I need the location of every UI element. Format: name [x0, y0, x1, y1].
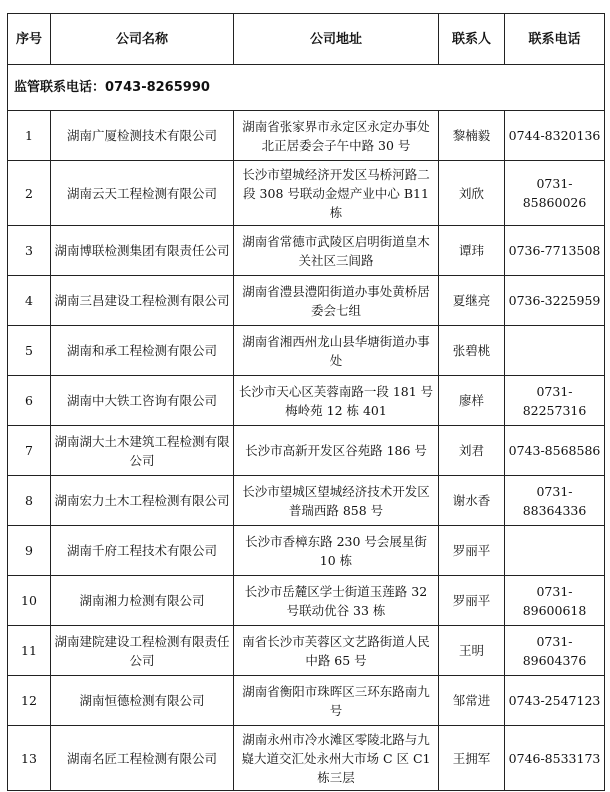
row-company: 湖南湖大土木建筑工程检测有限公司	[51, 426, 234, 476]
row-phone: 0744-8320136	[505, 111, 605, 161]
row-no: 9	[8, 526, 51, 576]
row-contact: 夏继亮	[439, 276, 505, 326]
table-row	[8, 526, 605, 576]
row-company: 湖南云天工程检测有限公司	[51, 161, 234, 226]
row-no: 4	[8, 276, 51, 326]
row-contact: 黎楠毅	[439, 111, 505, 161]
header-row	[8, 14, 605, 65]
row-address: 湖南省张家界市永定区永定办事处北正居委会子午中路 30 号	[234, 111, 439, 161]
row-no: 1	[8, 111, 51, 161]
row-address: 湖南省湘西州龙山县华塘街道办事处	[234, 326, 439, 376]
supervision-row	[8, 65, 605, 111]
row-contact: 王明	[439, 626, 505, 676]
col-header-address: 公司地址	[234, 14, 439, 65]
table-row	[8, 676, 605, 726]
row-phone: 0731-89604376	[505, 626, 605, 676]
row-no: 8	[8, 476, 51, 526]
table-row	[8, 576, 605, 626]
row-address: 湖南省常德市武陵区启明街道皇木关社区三闾路	[234, 226, 439, 276]
table-row	[8, 226, 605, 276]
table-row	[8, 626, 605, 676]
col-header-contact: 联系人	[439, 14, 505, 65]
table-row	[8, 476, 605, 526]
row-address: 长沙市望城经济开发区马桥河路二段 308 号联动金煜产业中心 B11 栋	[234, 161, 439, 226]
table-row	[8, 326, 605, 376]
row-phone: 0731-85860026	[505, 161, 605, 226]
row-contact: 谭玮	[439, 226, 505, 276]
row-contact: 廖样	[439, 376, 505, 426]
row-no: 5	[8, 326, 51, 376]
row-company: 湖南三昌建设工程检测有限公司	[51, 276, 234, 326]
table-row	[8, 111, 605, 161]
row-address: 长沙市天心区芙蓉南路一段 181 号梅岭苑 12 栋 401	[234, 376, 439, 426]
row-company: 湖南湘力检测有限公司	[51, 576, 234, 626]
row-phone	[505, 526, 605, 576]
row-address: 湖南省衡阳市珠晖区三环东路南九号	[234, 676, 439, 726]
table-row	[8, 426, 605, 476]
row-no: 6	[8, 376, 51, 426]
row-contact: 邹常进	[439, 676, 505, 726]
row-no: 11	[8, 626, 51, 676]
table-row	[8, 276, 605, 326]
row-phone: 0731-82257316	[505, 376, 605, 426]
row-address: 湖南省澧县澧阳街道办事处黄桥居委会七组	[234, 276, 439, 326]
row-company: 湖南广厦检测技术有限公司	[51, 111, 234, 161]
row-contact: 谢水香	[439, 476, 505, 526]
row-address: 长沙市高新开发区谷苑路 186 号	[234, 426, 439, 476]
row-contact: 王拥军	[439, 726, 505, 791]
row-company: 湖南恒德检测有限公司	[51, 676, 234, 726]
row-address: 长沙市望城区望城经济技术开发区普瑞西路 858 号	[234, 476, 439, 526]
table-row	[8, 726, 605, 791]
table-row	[8, 161, 605, 226]
row-no: 2	[8, 161, 51, 226]
row-contact: 罗丽平	[439, 526, 505, 576]
row-phone	[505, 326, 605, 376]
row-phone: 0736-7713508	[505, 226, 605, 276]
row-company: 湖南中大铁工咨询有限公司	[51, 376, 234, 426]
row-no: 12	[8, 676, 51, 726]
row-phone: 0731-89600618	[505, 576, 605, 626]
row-contact: 罗丽平	[439, 576, 505, 626]
row-phone: 0736-3225959	[505, 276, 605, 326]
contact-table	[7, 13, 605, 791]
row-no: 10	[8, 576, 51, 626]
row-company: 湖南宏力土木工程检测有限公司	[51, 476, 234, 526]
row-phone: 0743-8568586	[505, 426, 605, 476]
row-company: 湖南和承工程检测有限公司	[51, 326, 234, 376]
row-address: 湖南永州市冷水滩区零陵北路与九嶷大道交汇处永州大市场 C 区 C1 栋三层	[234, 726, 439, 791]
row-company: 湖南博联检测集团有限责任公司	[51, 226, 234, 276]
col-header-company: 公司名称	[51, 14, 234, 65]
row-company: 湖南名匠工程检测有限公司	[51, 726, 234, 791]
col-header-no: 序号	[8, 14, 51, 65]
supervision-cell	[8, 65, 605, 111]
row-no: 3	[8, 226, 51, 276]
col-header-phone: 联系电话	[505, 14, 605, 65]
row-phone: 0731-88364336	[505, 476, 605, 526]
row-phone: 0743-2547123	[505, 676, 605, 726]
row-address: 长沙市香樟东路 230 号会展星街 10 栋	[234, 526, 439, 576]
supervision-label: 监管联系电话：	[14, 80, 106, 95]
table-row	[8, 376, 605, 426]
row-company: 湖南建院建设工程检测有限责任公司	[51, 626, 234, 676]
row-phone: 0746-8533173	[505, 726, 605, 791]
supervision-phone: 0743-8265990	[105, 80, 210, 95]
row-address: 南省长沙市芙蓉区文艺路街道人民中路 65 号	[234, 626, 439, 676]
row-company: 湖南千府工程技术有限公司	[51, 526, 234, 576]
row-no: 13	[8, 726, 51, 791]
row-contact: 刘欣	[439, 161, 505, 226]
row-address: 长沙市岳麓区学士街道玉莲路 32 号联动优谷 33 栋	[234, 576, 439, 626]
row-contact: 刘君	[439, 426, 505, 476]
row-no: 7	[8, 426, 51, 476]
row-contact: 张碧桃	[439, 326, 505, 376]
